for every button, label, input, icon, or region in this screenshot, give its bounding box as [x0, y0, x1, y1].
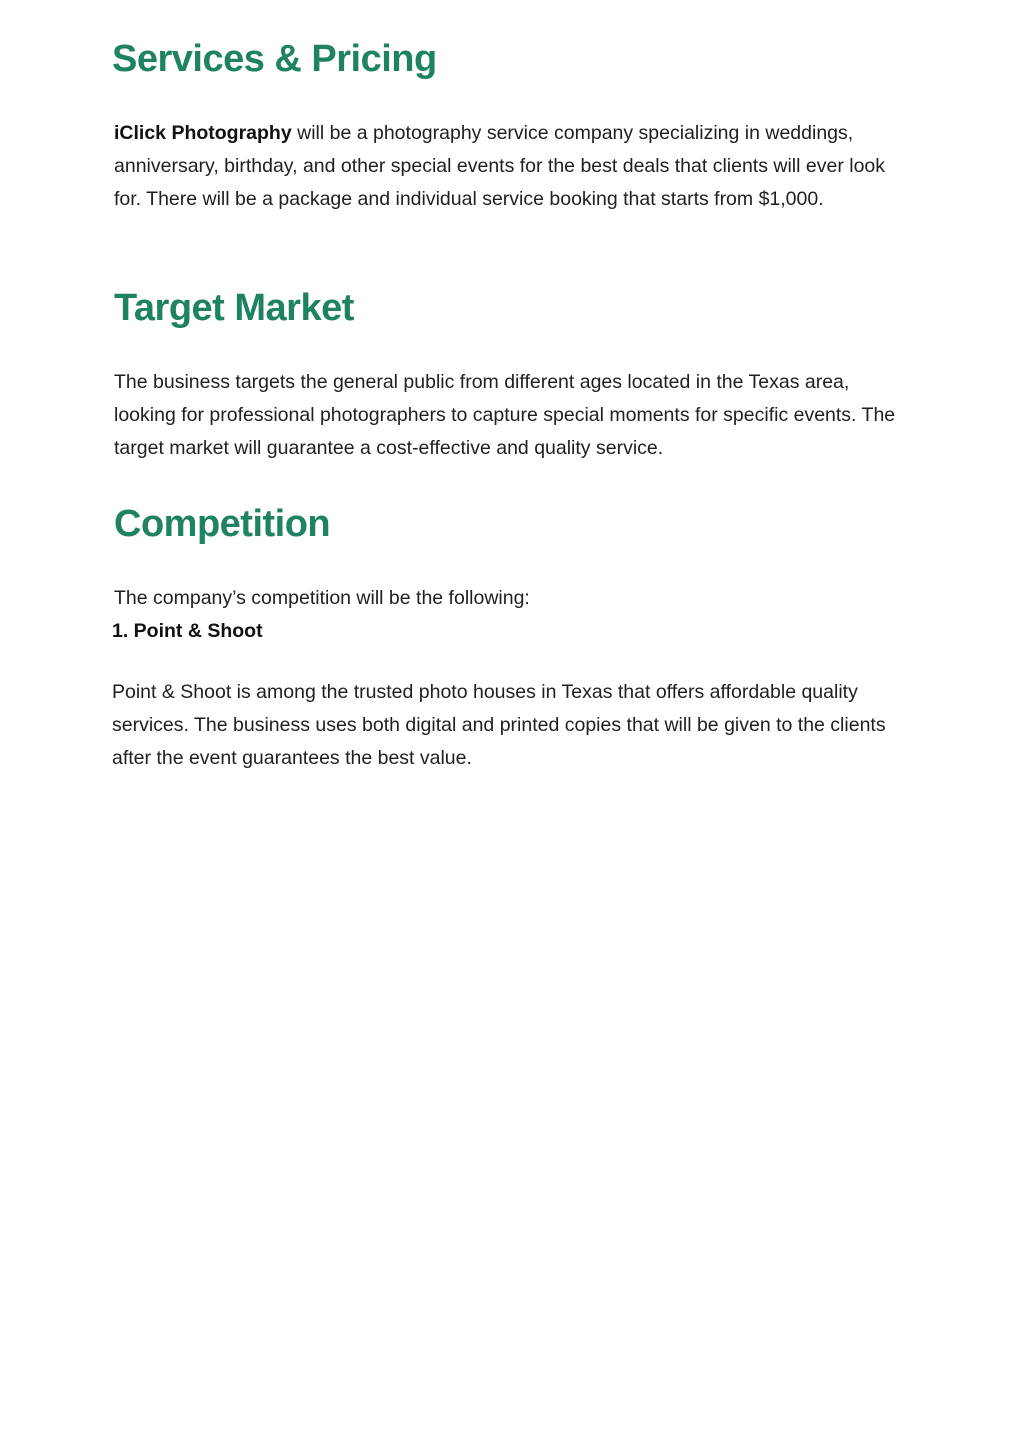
- services-pricing-paragraph: [114, 117, 914, 216]
- target-market-heading: Target Market: [114, 287, 354, 329]
- competition-intro: The company’s competition will be the following:: [114, 587, 530, 609]
- company-name: iClick Photography: [114, 122, 292, 144]
- services-pricing-heading: Services & Pricing: [112, 38, 437, 80]
- services-pricing-text: will be a photography service company specializing in weddings, anniversary, birthday, and other special events for the best deals that clients will ever look for. There will be a package and individual service booking that starts from $1,000.: [114, 122, 886, 210]
- target-market-paragraph: The business targets the general public from different ages located in the Texas area, looking for professional photographers to capture special moments for specific events. The target market will guarantee a cost-effective and quality service.: [114, 371, 896, 459]
- competitor-description: Point & Shoot is among the trusted photo houses in Texas that offers affordable quality services. The business uses both digital and printed copies that will be given to the clients after the event guarantees the best value.: [112, 681, 886, 769]
- competitor-title: 1. Point & Shoot: [112, 620, 263, 642]
- competition-heading: Competition: [114, 503, 331, 545]
